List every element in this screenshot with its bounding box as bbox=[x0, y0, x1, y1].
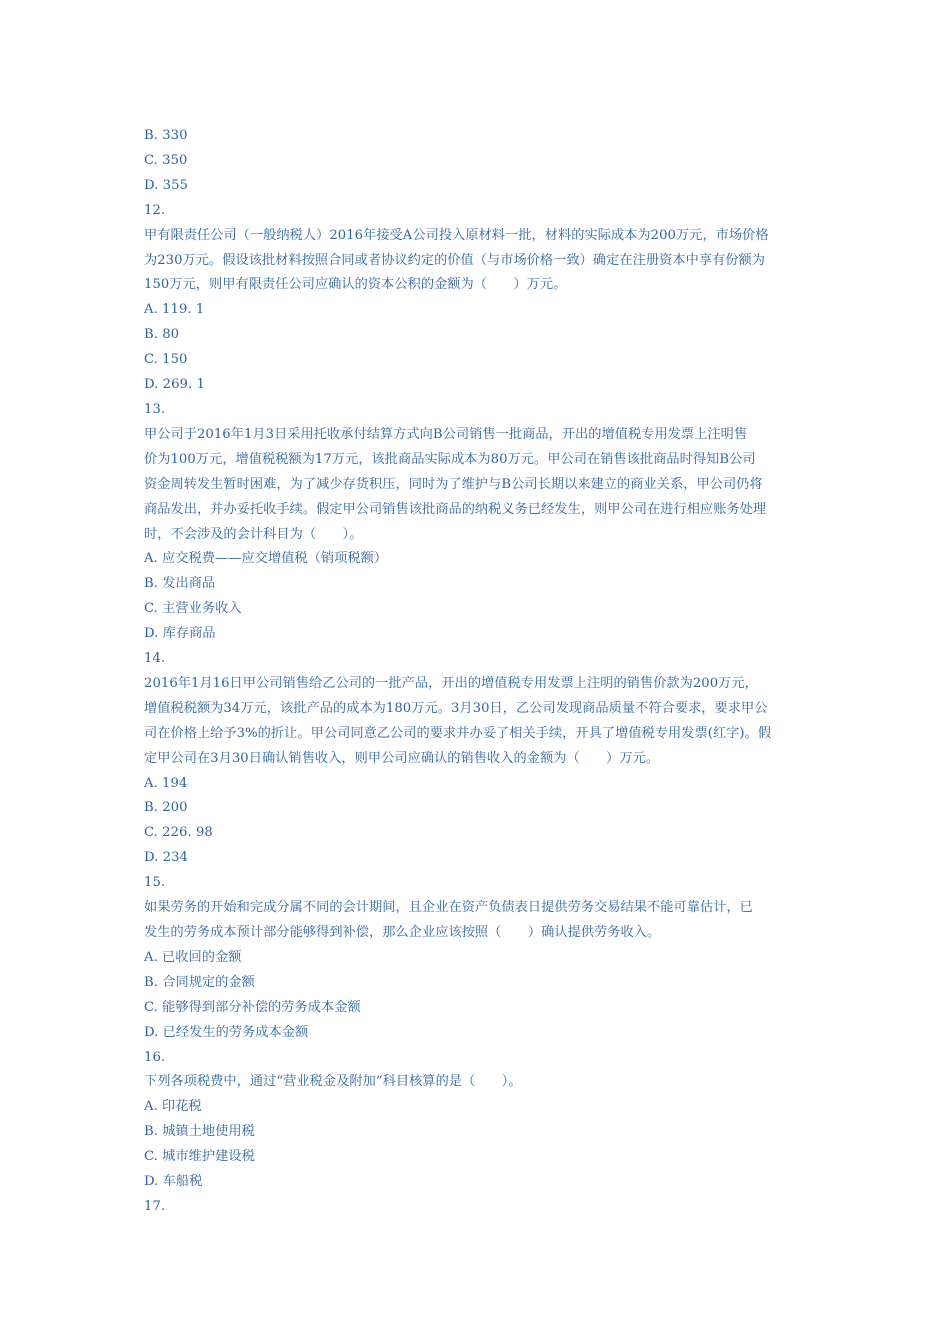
option-d-q13: D. 库存商品 bbox=[144, 626, 216, 642]
option-d-q11: D. 355 bbox=[144, 177, 188, 193]
question-16-text-line-1: 下列各项税费中，通过“营业税金及附加”科目核算的是（ ）。 bbox=[144, 1074, 522, 1090]
option-a-q14: A. 194 bbox=[144, 775, 188, 791]
question-15-text-line-2: 发生的劳务成本预计部分能够得到补偿，那么企业应该按照（ ）确认提供劳务收入。 bbox=[144, 925, 661, 940]
option-b-q16: B. 城镇土地使用税 bbox=[144, 1124, 255, 1140]
option-d-q14: D. 234 bbox=[144, 850, 188, 866]
option-c-q13: C. 主营业务收入 bbox=[144, 601, 242, 617]
option-d-q12: D. 269. 1 bbox=[144, 377, 205, 393]
question-number-15: 15. bbox=[144, 875, 166, 891]
option-b-q12: B. 80 bbox=[144, 327, 180, 343]
option-c-q12: C. 150 bbox=[144, 352, 188, 368]
document-page bbox=[144, 124, 808, 1220]
question-14-text-line-2: 增值税税额为34万元，该批产品的成本为180万元。3月30日，乙公司发现商品质量不符合要求，要求甲公 bbox=[144, 700, 768, 716]
question-13-text-line-3: 资金周转发生暂时困难，为了减少存货积压，同时为了维护与B公司长期以来建立的商业关系，甲公司仍将 bbox=[144, 476, 763, 492]
option-b-q15: B. 合同规定的金额 bbox=[144, 974, 255, 990]
question-13-text-line-5: 时，不会涉及的会计科目为（ ）。 bbox=[144, 526, 363, 542]
option-a-q13: A. 应交税费——应交增值税（销项税额） bbox=[144, 551, 388, 567]
option-a-q15: A. 已收回的金额 bbox=[144, 949, 242, 965]
question-number-14: 14. bbox=[144, 651, 166, 667]
option-c-q16: C. 城市维护建设税 bbox=[144, 1149, 255, 1165]
option-c-q14: C. 226. 98 bbox=[144, 825, 213, 841]
question-number-13: 13. bbox=[144, 401, 166, 417]
option-c-q11: C. 350 bbox=[144, 152, 188, 168]
option-b-q11: B. 330 bbox=[144, 128, 188, 143]
option-b-q13: B. 发出商品 bbox=[144, 576, 216, 592]
question-13-text-line-2: 价为100万元，增值税税额为17万元，该批商品实际成本为80万元。甲公司在销售该批商品时得知B公司 bbox=[144, 451, 756, 467]
question-14-text-line-1: 2016年1月16日甲公司销售给乙公司的一批产品，开出的增值税专用发票上注明的销售价款为200万元， bbox=[144, 675, 758, 691]
question-15-text-line-1: 如果劳务的开始和完成分属不同的会计期间，且企业在资产负债表日提供劳务交易结果不能可靠估计，已 bbox=[144, 900, 753, 916]
question-14-text-line-4: 定甲公司在3月30日确认销售收入，则甲公司应确认的销售收入的金额为（ ）万元。 bbox=[144, 750, 660, 766]
option-c-q15: C. 能够得到部分补偿的劳务成本金额 bbox=[144, 999, 361, 1015]
question-number-16: 16. bbox=[144, 1049, 166, 1065]
question-13-text-line-4: 商品发出，并办妥托收手续。假定甲公司销售该批商品的纳税义务已经发生，则甲公司在进行相应账务处理 bbox=[144, 501, 767, 517]
option-d-q16: D. 车船税 bbox=[144, 1174, 203, 1190]
option-a-q16: A. 印花税 bbox=[144, 1099, 202, 1115]
question-12-text-line-2: 为230万元。假设该批材料按照合同或者协议约定的价值（与市场价格一致）确定在注册资本中享有份额为 bbox=[144, 252, 766, 268]
question-12-text-line-1: 甲有限责任公司（一般纳税人）2016年接受A公司投入原材料一批，材料的实际成本为200万元，市场价格 bbox=[144, 227, 769, 243]
option-d-q15: D. 已经发生的劳务成本金额 bbox=[144, 1024, 309, 1040]
option-b-q14: B. 200 bbox=[144, 800, 188, 816]
option-a-q12: A. 119. 1 bbox=[144, 302, 205, 318]
question-number-12: 12. bbox=[144, 202, 166, 218]
question-14-text-line-3: 司在价格上给予3%的折让。甲公司同意乙公司的要求并办妥了相关手续，开具了增值税专用发票(红字)。假 bbox=[144, 725, 772, 741]
question-12-text-line-3: 150万元，则甲有限责任公司应确认的资本公积的金额为（ ）万元。 bbox=[144, 277, 567, 293]
question-13-text-line-1: 甲公司于2016年1月3日采用托收承付结算方式向B公司销售一批商品，开出的增值税专用发票上注明售 bbox=[144, 426, 748, 442]
question-number-17: 17. bbox=[144, 1198, 166, 1214]
